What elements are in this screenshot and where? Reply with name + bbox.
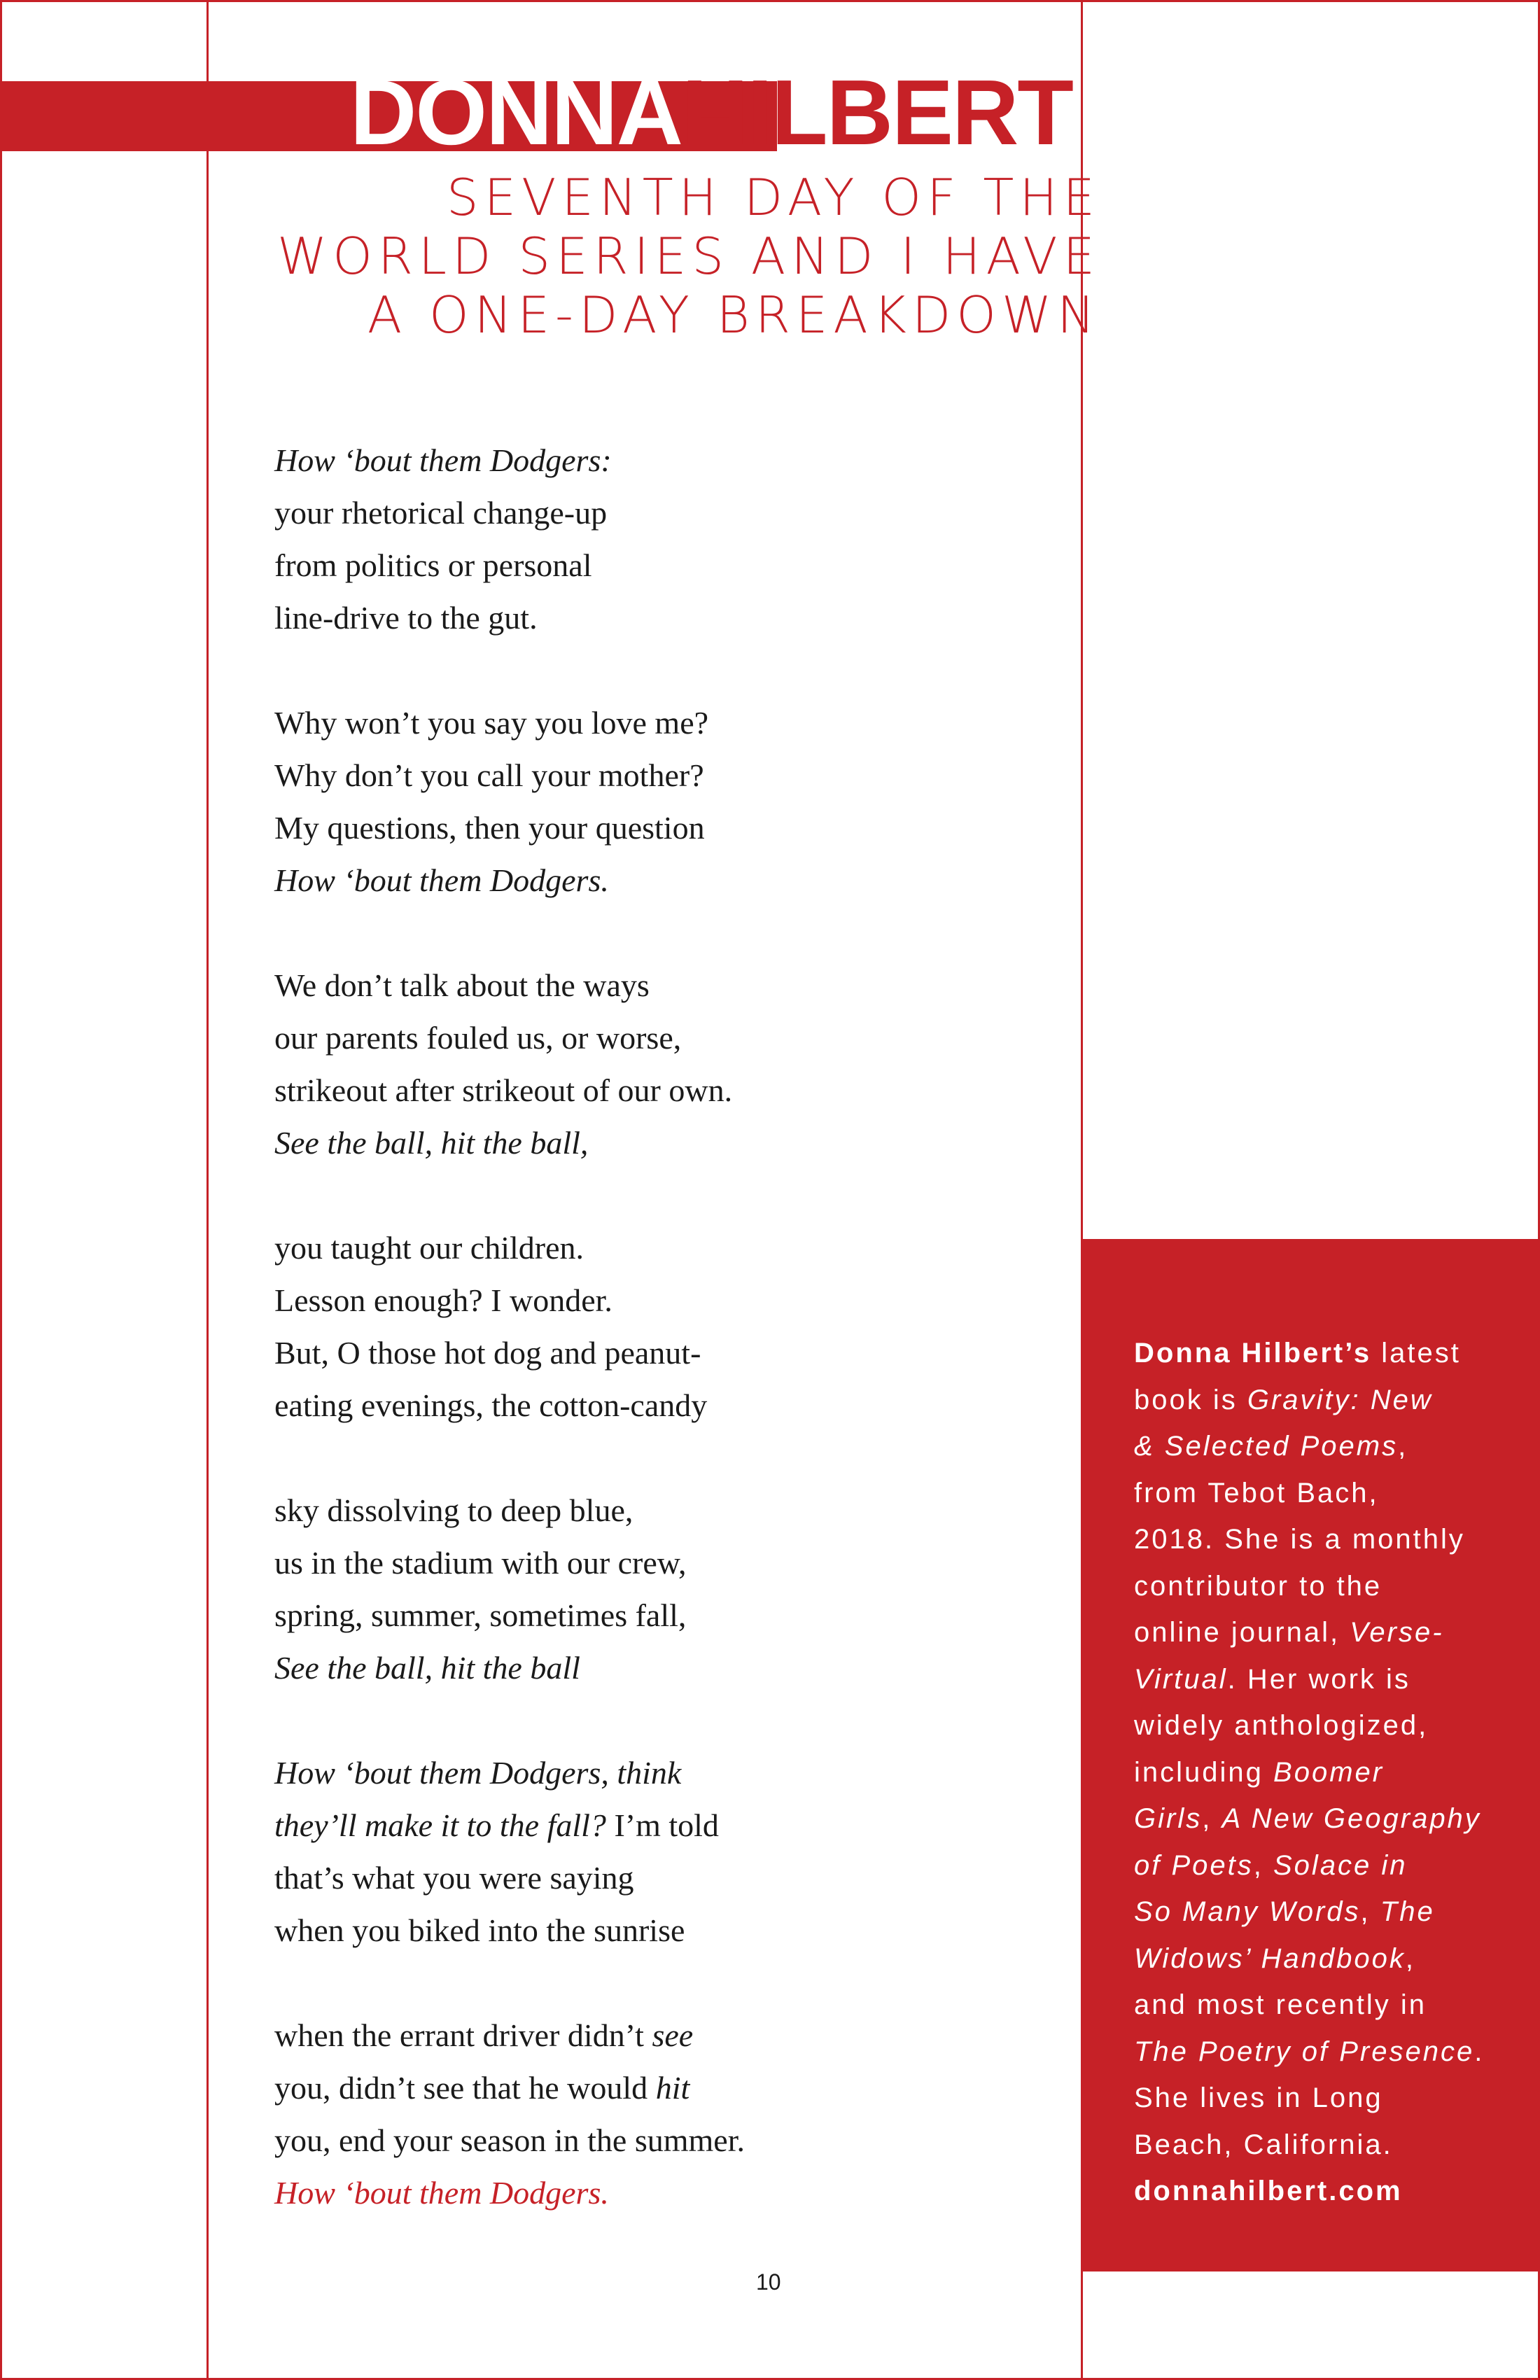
poem-line	[274, 2009, 1044, 2062]
bio-text: online journal,	[1134, 1617, 1350, 1648]
bio-anthology-title: of Poets	[1134, 1849, 1254, 1881]
poem-title-line: WORLD SERIES AND I HAVE	[277, 227, 1100, 286]
poem-line: from politics or personal	[274, 547, 592, 583]
bio-text: . Her work is	[1227, 1663, 1410, 1695]
poem-line: strikeout after strikeout of our own.	[274, 1072, 733, 1108]
poem-line: you, end your season in the summer.	[274, 2122, 746, 2158]
poem-line-roman-part: I’m told	[606, 1807, 719, 1843]
page-number: 10	[756, 2269, 781, 2295]
poem-line: How ‘bout them Dodgers.	[274, 862, 609, 898]
author-first-name: DONNA	[350, 61, 682, 164]
stanza-6	[274, 1746, 1044, 1956]
author-last-name: HILBERT	[681, 61, 1072, 164]
poem-line: eating evenings, the cotton-candy	[274, 1387, 708, 1423]
bio-anthology-title: Boomer	[1273, 1756, 1385, 1788]
stanza-1	[274, 434, 1044, 644]
bio-text: latest	[1371, 1338, 1461, 1368]
bio-text: She lives in Long	[1134, 2082, 1383, 2113]
bio-text: Beach, California.	[1134, 2129, 1393, 2160]
poem-line: spring, summer, sometimes fall,	[274, 1597, 687, 1633]
bio-anthology-title: A New Geography	[1222, 1803, 1481, 1834]
bio-journal-title: Verse-	[1350, 1617, 1444, 1648]
poem-line: But, O those hot dog and peanut-	[274, 1335, 701, 1371]
bio-journal-title: Virtual	[1134, 1663, 1228, 1695]
left-rule	[206, 0, 209, 2380]
bio-text: ,	[1202, 1803, 1222, 1834]
bio-text: ,	[1253, 1849, 1273, 1881]
poem-line-italic-part: hit	[655, 2070, 690, 2106]
poem-line: How ‘bout them Dodgers, think	[274, 1755, 682, 1791]
bio-text: from Tebot Bach,	[1134, 1477, 1379, 1508]
poem-line: Why don’t you call your mother?	[274, 757, 704, 793]
bio-text: ,	[1405, 1942, 1415, 1974]
bio-anthology-title: So Many Words	[1134, 1896, 1361, 1927]
stanza-7	[274, 2009, 1044, 2219]
poem-line-italic-part: they’ll make it to the fall?	[274, 1807, 606, 1843]
bio-text: including	[1134, 1756, 1274, 1788]
bio-text: widely anthologized,	[1134, 1710, 1429, 1741]
bio-book-title: & Selected Poems	[1134, 1431, 1399, 1462]
poem-title	[190, 168, 1100, 344]
poem-line-roman-part: when the errant driver didn’t	[274, 2017, 652, 2053]
poem-line: you taught our children.	[274, 1230, 584, 1266]
bio-website-link[interactable]: donnahilbert.com	[1134, 2176, 1403, 2206]
author-bio	[1134, 1330, 1526, 2215]
poem-line: Lesson enough? I wonder.	[274, 1282, 612, 1318]
bio-book-title: Gravity: New	[1247, 1384, 1433, 1415]
poem-line: How ‘bout them Dodgers:	[274, 442, 612, 478]
bio-text: ,	[1398, 1431, 1408, 1462]
bio-text: ,	[1360, 1896, 1380, 1927]
bio-text: .	[1474, 2036, 1485, 2067]
bio-anthology-title: The Poetry of Presence	[1134, 2036, 1475, 2067]
poem-line: line-drive to the gut.	[274, 600, 538, 636]
bio-anthology-title: Solace in	[1273, 1849, 1408, 1881]
bio-anthology-title: Widows’ Handbook	[1134, 1942, 1406, 1974]
bio-author-name: Donna Hilbert’s	[1134, 1338, 1372, 1368]
poem-body	[274, 434, 1044, 2272]
poem-title-line: A ONE-DAY BREAKDOWN	[367, 286, 1100, 344]
poem-line: when you biked into the sunrise	[274, 1912, 685, 1948]
author-bio-box	[1082, 1239, 1538, 2272]
poem-line: Why won’t you say you love me?	[274, 705, 709, 741]
stanza-4	[274, 1222, 1044, 1432]
poem-closing-line: How ‘bout them Dodgers.	[274, 2175, 609, 2211]
poem-line: See the ball, hit the ball	[274, 1650, 580, 1686]
poem-title-line: SEVENTH DAY OF THE	[446, 168, 1100, 227]
bio-text: book is	[1134, 1384, 1247, 1415]
poem-line: See the ball, hit the ball,	[274, 1125, 589, 1161]
bio-anthology-title: The	[1380, 1896, 1435, 1927]
bio-anthology-title: Girls	[1134, 1803, 1203, 1834]
stanza-3	[274, 959, 1044, 1169]
poem-line	[274, 2062, 1044, 2114]
poem-line: our parents fouled us, or worse,	[274, 1020, 682, 1056]
stanza-5	[274, 1484, 1044, 1694]
poem-line: that’s what you were saying	[274, 1860, 634, 1896]
poem-line: your rhetorical change-up	[274, 495, 608, 531]
poem-line-roman-part: you, didn’t see that he would	[274, 2070, 656, 2106]
bio-text: and most recently in	[1134, 1989, 1427, 2020]
poem-line: us in the stadium with our crew,	[274, 1545, 687, 1581]
bio-text: contributor to the	[1134, 1570, 1382, 1602]
poem-line	[274, 1799, 1044, 1851]
bio-text: 2018. She is a monthly	[1134, 1524, 1465, 1555]
stanza-2	[274, 696, 1044, 906]
poem-line-italic-part: see	[652, 2017, 694, 2053]
poem-line: We don’t talk about the ways	[274, 967, 650, 1003]
poem-line: My questions, then your question	[274, 810, 705, 846]
poem-line: sky dissolving to deep blue,	[274, 1492, 634, 1528]
author-name	[350, 61, 1072, 164]
